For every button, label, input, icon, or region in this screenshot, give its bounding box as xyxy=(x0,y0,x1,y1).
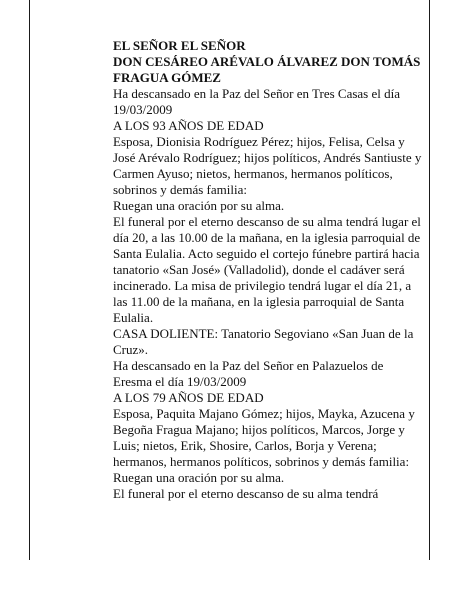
obituary-notice xyxy=(113,38,423,502)
notice-paragraph-7: Ha descansado en la Paz del Señor en Palazuelos de Eresma el día 19/03/2009 xyxy=(113,358,384,389)
notice-paragraph-8: A LOS 79 AÑOS DE EDAD xyxy=(113,390,264,405)
notice-paragraph-10: Ruegan una oración por su alma. xyxy=(113,470,285,485)
notice-paragraph-1: Ha descansado en la Paz del Señor en Tres Casas el día 19/03/2009 xyxy=(113,86,401,117)
notice-paragraph-5: El funeral por el eterno descanso de su alma tendrá lugar el día 20, a las 10.00 de la mañana, en la iglesia parroquial de Santa Eulalia. Acto seguido el cortejo fúnebre partirá hacia tanatorio «San José» (Valladolid), donde el cadáver será incinerado. La misa de privilegio tendrá lugar el día 21, a las 11.00 de la mañana, en la iglesia parroquial de Santa Eulalia. xyxy=(113,214,421,325)
notice-paragraph-2: A LOS 93 AÑOS DE EDAD xyxy=(113,118,264,133)
right-border-rule xyxy=(429,0,430,560)
notice-heading: EL SEÑOR EL SEÑOR xyxy=(113,38,246,53)
notice-paragraph-11: El funeral por el eterno descanso de su alma tendrá xyxy=(113,486,379,501)
notice-paragraph-4: Ruegan una oración por su alma. xyxy=(113,198,285,213)
left-border-rule xyxy=(29,0,30,560)
deceased-names: DON CESÁREO ARÉVALO ÁLVAREZ DON TOMÁS FRAGUA GÓMEZ xyxy=(113,54,421,85)
notice-paragraph-6: CASA DOLIENTE: Tanatorio Segoviano «San Juan de la Cruz». xyxy=(113,326,414,357)
notice-paragraph-9: Esposa, Paquita Majano Gómez; hijos, Mayka, Azucena y Begoña Fragua Majano; hijos políticos, Marcos, Jorge y Luis; nietos, Erik, Shosire, Carlos, Borja y Verena; hermanos, hermanos políticos, sobrinos y demás familia: xyxy=(113,406,415,469)
notice-paragraph-3: Esposa, Dionisia Rodríguez Pérez; hijos, Felisa, Celsa y José Arévalo Rodríguez; hijos políticos, Andrés Santiuste y Carmen Ayuso; nietos, hermanos, hermanos políticos, sobrinos y demás familia: xyxy=(113,134,422,197)
